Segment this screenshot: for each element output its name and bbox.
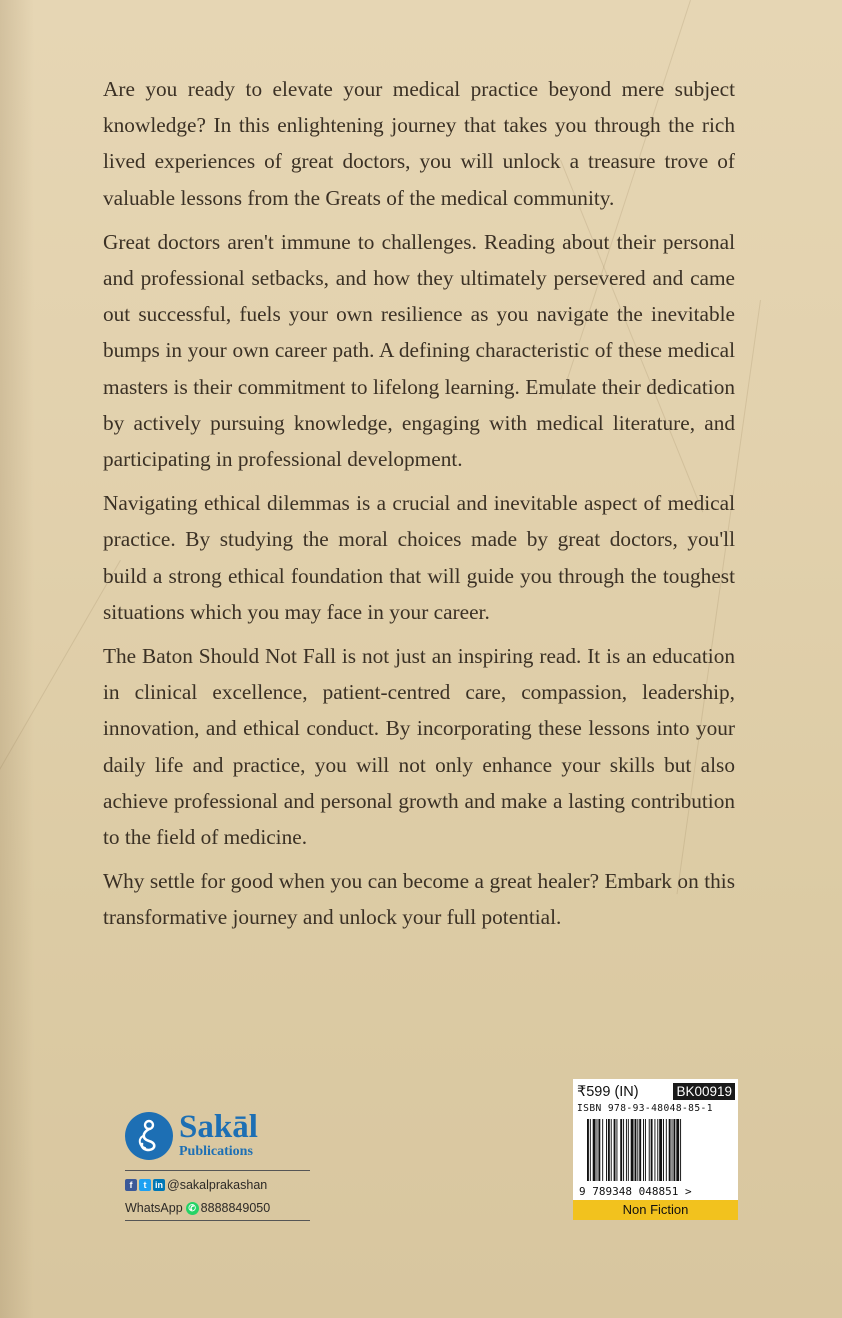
barcode-bar (635, 1119, 637, 1181)
price-label: ₹599 (IN) (577, 1083, 639, 1100)
barcode-bar (628, 1119, 629, 1181)
barcode-digits: 9 789348 048851 > (579, 1185, 692, 1198)
barcode-bar (659, 1119, 662, 1181)
barcode-bar (673, 1119, 675, 1181)
blurb-paragraph-3: Navigating ethical dilemmas is a crucial and inevitable aspect of medical practice. By studying the moral choices made by great doctors, you'll build a strong ethical foundation that will guide you through the toughest situations which you may face in your career. (103, 491, 735, 624)
blurb-paragraph-4: The Baton Should Not Fall is not just an inspiring read. It is an education in clinical excellence, patient-centred care, compassion, leadership, innovation, and ethical conduct. By incorporating these lessons into your daily life and practice, you will not only enhance your skills but also achieve professional and personal growth and make a lasting contribution to the field of medicine. (103, 644, 735, 850)
divider (125, 1170, 310, 1171)
social-row (125, 1178, 310, 1192)
blurb-paragraph-1: Are you ready to elevate your medical practice beyond mere subject knowledge? In this enlightening journey that takes you through the rich lived experiences of great doctors, you will unlock a treasure trove of valuable lessons from the Greats of the medical community. (103, 77, 735, 210)
barcode-bar (626, 1119, 627, 1181)
barcode-bar (637, 1119, 638, 1181)
barcode-bar (643, 1119, 644, 1181)
back-cover-blurb (103, 71, 735, 944)
publisher-name: Sakāl (179, 1109, 258, 1145)
barcode-bar (598, 1119, 600, 1181)
spine-shadow (0, 0, 34, 1318)
barcode-bar (602, 1119, 603, 1181)
barcode-bar (608, 1119, 610, 1181)
barcode-bar (587, 1119, 589, 1181)
publisher-block (125, 1109, 310, 1221)
barcode-bar (672, 1119, 673, 1181)
barcode-bar (620, 1119, 622, 1181)
whatsapp-row (125, 1201, 310, 1215)
barcode-bar (657, 1119, 658, 1181)
barcode-bar (590, 1119, 591, 1181)
barcode-bar (676, 1119, 679, 1181)
barcode-bar (611, 1119, 612, 1181)
sakal-emblem-icon (125, 1112, 173, 1160)
barcode-bar (616, 1119, 617, 1181)
barcode-bar (666, 1119, 667, 1181)
barcode-bar (623, 1119, 624, 1181)
barcode-bar (614, 1119, 616, 1181)
facebook-icon: f (125, 1179, 137, 1191)
barcode-bar (669, 1119, 671, 1181)
whatsapp-number: 8888849050 (200, 1201, 271, 1215)
barcode-bar (645, 1119, 646, 1181)
blurb-paragraph-2: Great doctors aren't immune to challenges. Reading about their personal and professional setbacks, and how they ultimately persevered and came out successful, fuels your own resilience as you navigate the inevitable bumps in your own career path. A defining characteristic of these medical masters is their commitment to lifelong learning. Emulate their dedication by actively pursuing knowledge, engaging with medical literature, and participating in professional development. (103, 229, 735, 472)
barcode-bar (654, 1119, 655, 1181)
divider (125, 1220, 310, 1221)
publisher-subtitle: Publications (179, 1144, 253, 1159)
barcode-bar (651, 1119, 653, 1181)
barcode-bar (663, 1119, 664, 1181)
price-barcode-box (573, 1079, 738, 1220)
isbn-label: ISBN 978-93-48048-85-1 (577, 1103, 713, 1114)
twitter-icon: t (139, 1179, 151, 1191)
category-label: Non Fiction (573, 1200, 738, 1220)
blurb-paragraph-5: Why settle for good when you can become a great healer? Embark on this transformative journey and unlock your full potential. (103, 869, 735, 930)
whatsapp-icon: ✆ (186, 1202, 199, 1215)
barcode-bar (680, 1119, 681, 1181)
barcode (577, 1117, 735, 1199)
social-handle: @sakalprakashan (167, 1178, 268, 1192)
barcode-bar (639, 1119, 641, 1181)
barcode-bar (593, 1119, 596, 1181)
barcode-bar (606, 1119, 607, 1181)
linkedin-icon: in (155, 1180, 163, 1190)
whatsapp-label: WhatsApp (125, 1201, 183, 1215)
barcode-bar (597, 1119, 598, 1181)
product-code: BK00919 (673, 1083, 735, 1100)
barcode-bar (649, 1119, 650, 1181)
publisher-logo (125, 1109, 310, 1160)
barcode-bar (631, 1119, 634, 1181)
